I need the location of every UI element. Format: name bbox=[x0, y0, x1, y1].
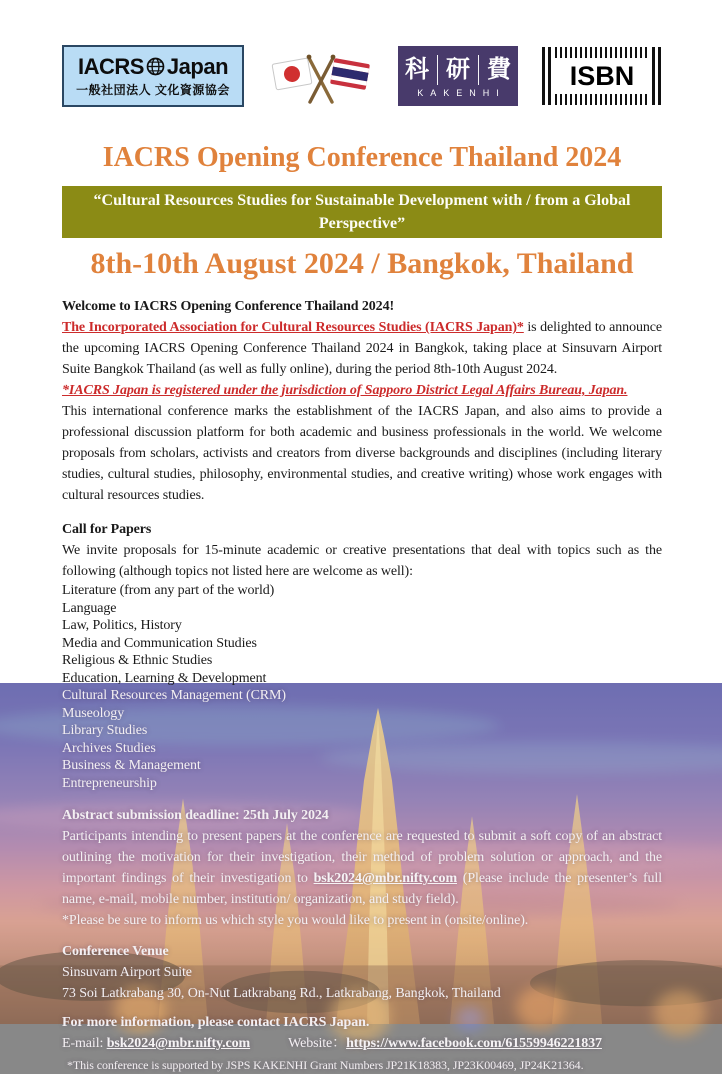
venue-heading: Conference Venue bbox=[62, 944, 169, 959]
topic-item: Law, Politics, History bbox=[62, 618, 182, 633]
iacrs-logo-subtitle: 一般社団法人 文化資源協会 bbox=[76, 82, 230, 97]
topic-item: Archives Studies bbox=[62, 740, 156, 756]
iacrs-logo-text: IACRS bbox=[77, 53, 144, 79]
call-for-papers-heading: Call for Papers bbox=[62, 522, 152, 537]
page-title: IACRS Opening Conference Thailand 2024 bbox=[102, 142, 622, 173]
conference-theme-banner: “Cultural Resources Studies for Sustainable Development with / from a Global Perspective” bbox=[62, 186, 662, 238]
kakenhi-kanji: 科 bbox=[405, 56, 429, 83]
topics-list bbox=[62, 582, 662, 792]
isbn-barcode-right bbox=[652, 47, 662, 105]
venue-address: 73 Soi Latkrabang 30, On-Nut Latkrabang Rd., Latkrabang, Bangkok, Thailand bbox=[62, 986, 501, 1001]
registration-note: *IACRS Japan is registered under the jurisdiction of Sapporo District Legal Affairs Bureau, Japan. bbox=[62, 383, 628, 398]
abstract-instructions bbox=[62, 826, 662, 910]
conference-description: This international conference marks the establishment of the IACRS Japan, and also aims to provide a professional discussion platform for both academic and business professionals in the world. We welcome proposals from scholars, activists and creators from diverse backgrounds and disciplines (including literary studies, cultural studies, philosophy, environmental studies, and creative writing) whose work engages with cultural resources studies. bbox=[62, 404, 662, 503]
topic-item: Religious & Ethnic Studies bbox=[62, 653, 213, 668]
topic-item: Cultural Resources Management (CRM) bbox=[62, 688, 286, 703]
topic-item: Media and Communication Studies bbox=[62, 635, 257, 651]
topic-item: Business & Management bbox=[62, 758, 201, 773]
kakenhi-kanji: 費 bbox=[478, 55, 519, 85]
globe-icon bbox=[146, 57, 165, 76]
japan-flag-icon bbox=[272, 58, 312, 90]
venue-name: Sinsuvarn Airport Suite bbox=[62, 965, 192, 980]
kakenhi-support-note: *This conference is supported by JSPS KAKENHI Grant Numbers JP21K18383, JP23K00469, JP24K21364. bbox=[67, 1058, 584, 1072]
topic-item: Education, Learning & Development bbox=[62, 670, 267, 686]
website-label: Website： bbox=[288, 1036, 347, 1051]
facebook-link[interactable]: https://www.facebook.com/61559946221837 bbox=[346, 1036, 602, 1051]
iacrs-japan-logo bbox=[62, 45, 244, 107]
abstract-deadline-heading: Abstract submission deadline: 25th July 2024 bbox=[62, 808, 329, 823]
kakenhi-logo bbox=[398, 46, 518, 106]
iacrs-association-link[interactable]: The Incorporated Association for Cultural Resources Studies (IACRS Japan)* bbox=[62, 320, 524, 335]
email-label: E-mail: bbox=[62, 1036, 107, 1051]
japan-thailand-flags-icon bbox=[268, 44, 374, 108]
date-location: 8th-10th August 2024 / Bangkok, Thailand bbox=[90, 247, 634, 280]
topic-item: Literature (from any part of the world) bbox=[62, 583, 275, 598]
logos-row bbox=[62, 44, 662, 108]
submission-email-link[interactable]: bsk2024@mbr.nifty.com bbox=[313, 871, 458, 886]
topic-item: Language bbox=[62, 600, 117, 616]
abstract-text-after: (Please include the presenter’s full name, e-mail, mobile number, institution/ organization, and study field). bbox=[62, 871, 662, 907]
isbn-barcode-left bbox=[542, 47, 552, 105]
call-for-papers-intro: We invite proposals for 15-minute academic or creative presentations that deal with topics such as the following (although topics not listed here are welcome as well): bbox=[62, 543, 662, 579]
contact-email-link[interactable]: bsk2024@mbr.nifty.com bbox=[106, 1036, 251, 1051]
topic-item: Museology bbox=[62, 705, 125, 721]
abstract-text-before: Participants intending to present papers at the conference are requested to submit a soft copy of an abstract outlining the motivation for their investigation, their method of problem solution or approach, and the important findings of their investigation to bbox=[62, 829, 662, 886]
announcement-paragraph bbox=[62, 317, 662, 380]
isbn-label: ISBN bbox=[569, 60, 635, 91]
isbn-barcode-top bbox=[555, 47, 649, 58]
thailand-flag-icon bbox=[330, 58, 370, 90]
topic-item: Entrepreneurship bbox=[62, 775, 157, 791]
kakenhi-latin-text: KAKENHI bbox=[417, 87, 506, 98]
announcement-text: is delighted to announce the upcoming IACRS Opening Conference Thailand 2024 in Bangkok, taking place at Sinsuvarn Airport Suite Bangkok Thailand (as well as fully online), during the period 8th-10th August 2024. bbox=[62, 320, 662, 377]
kakenhi-kanji: 研 bbox=[437, 55, 478, 85]
presentation-style-note: *Please be sure to inform us which style you would like to present in (onsite/online). bbox=[62, 913, 529, 928]
topic-item: Library Studies bbox=[62, 723, 148, 738]
isbn-logo bbox=[542, 47, 662, 105]
welcome-line: Welcome to IACRS Opening Conference Thailand 2024! bbox=[62, 299, 395, 314]
contact-heading: For more information, please contact IACRS Japan. bbox=[62, 1015, 370, 1030]
iacrs-logo-japan-text: Japan bbox=[166, 53, 229, 79]
contact-line bbox=[62, 1033, 662, 1054]
isbn-barcode-bottom bbox=[555, 94, 649, 105]
